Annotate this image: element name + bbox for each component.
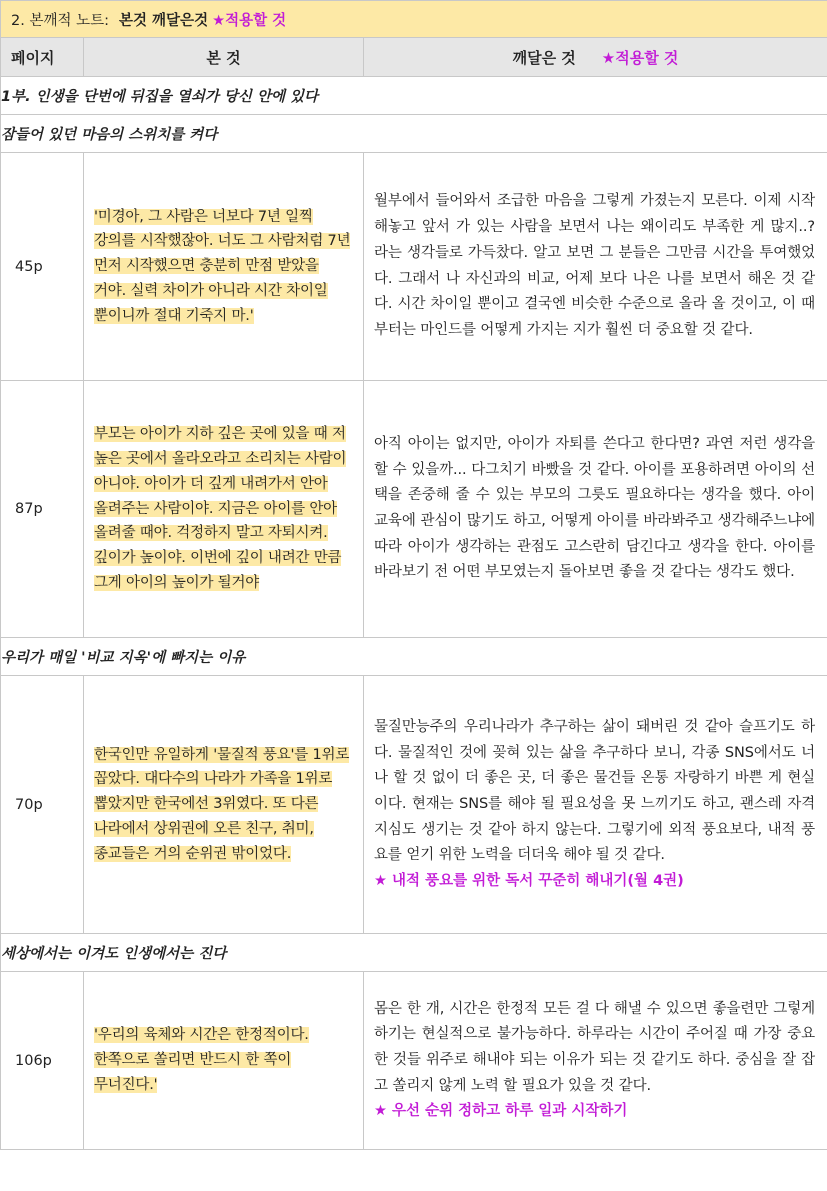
action-item: ★ 내적 풍요를 위한 독서 꾸준히 해내기(월 4권) (374, 873, 684, 890)
reflection-text: 몸은 한 개, 시간은 한정적 모든 걸 다 해낼 수 있으면 좋을련만 그렇게 하기는 현실적으로 불가능하다. 하루라는 시간이 주어질 때 가장 중요한 것들 위주로 해내야 되는 이유가 되는 것 같기도 하다. 중심을 잘 잡고 쏠리지 않게 노력 할 필요가 있을 것 같다. (374, 1000, 816, 1094)
note-row (1, 972, 827, 1150)
quote-cell (84, 676, 364, 934)
header-page: 페이지 (1, 38, 84, 77)
quote-text: 부모는 아이가 지하 깊은 곳에 있을 때 저 높은 곳에서 올라오라고 소리치는 사람이 아니야. 아이가 더 깊게 내려가서 안아 올려주는 사람이야. 지금은 아이를 안아 올려줄 때야. 걱정하지 말고 자퇴시켜. 깊이가 높이야. 이번에 깊이 내려간 만큼 그게 아이의 높이가 될거야 (94, 426, 347, 591)
quote-text: '우리의 육체와 시간은 한정적이다. 한쪽으로 쏠리면 반드시 한 쪽이 무너진다.' (94, 1027, 309, 1093)
section-row (1, 638, 827, 676)
quote-text: '미경아, 그 사람은 너보다 7년 일찍 강의를 시작했잖아. 너도 그 사람처럼 7년 먼저 시작했으면 충분히 만점 받았을 거야. 실력 차이가 아니라 시간 차이일 뿐이니까 절대 기죽지 마.' (94, 208, 351, 324)
title-bold: 본것 깨달은것 (118, 12, 209, 29)
quote-cell (84, 153, 364, 381)
part-title: 1부. 인생을 단번에 뒤집을 열쇠가 당신 안에 있다 (1, 77, 827, 115)
header-realized (364, 38, 827, 77)
section-title: 잠들어 있던 마음의 스위치를 켜다 (1, 115, 827, 153)
note-row (1, 381, 827, 638)
page-number: 87p (1, 381, 84, 638)
reflection-cell (364, 972, 827, 1150)
action-item: ★ 우선 순위 정하고 하루 일과 시작하기 (374, 1103, 628, 1120)
section-row (1, 934, 827, 972)
header-row (1, 38, 827, 77)
quote-text: 한국인만 유일하게 '물질적 풍요'를 1위로 꼽았다. 대다수의 나라가 가족을 1위로 뽑았지만 한국에선 3위였다. 또 다른 나라에서 상위권에 오른 친구, 취미, 종교들은 거의 순위권 밖이었다. (94, 746, 350, 862)
reflection-text: 물질만능주의 우리나라가 추구하는 삶이 돼버린 것 같아 슬프기도 하다. 물질적인 것에 꽂혀 있는 삶을 추구하다 보니, 각종 SNS에서도 너나 할 것 없이 더 좋은 곳, 더 좋은 물건들 온통 자랑하기 바쁜 게 현실이다. 현재는 SNS를 해야 될 필요성을 못 느끼기도 하고, 괜스레 자격지심도 생기는 것 같아 하지 않는다. 그렇기에 외적 풍요보다, 내적 풍요를 얻기 위한 노력을 더더욱 해야 될 것 같다. (374, 718, 816, 864)
page-number: 70p (1, 676, 84, 934)
reflection-cell (364, 153, 827, 381)
section-title: 우리가 매일 '비교 지옥'에 빠지는 이유 (1, 638, 827, 676)
quote-cell (84, 381, 364, 638)
reflection-cell (364, 676, 827, 934)
title-prefix: 2. 본깨적 노트: (11, 12, 109, 29)
note-row (1, 676, 827, 934)
page-number: 106p (1, 972, 84, 1150)
title-row (1, 1, 827, 38)
header-realized-label: 깨달은 것 (512, 48, 576, 67)
reflection-text: 월부에서 들어와서 조급한 마음을 그렇게 가졌는지 모른다. 이제 시작해놓고 앞서 가 있는 사람을 보면서 나는 왜이리도 부족한 게 많지..? 라는 생각들로 가득찼다. 알고 보면 그 분들은 그만큼 시간을 투여했었다. 그래서 나 자신과의 비교, 어제 보다 나은 나를 보면서 해온 것 같다. 시간 차이일 뿐이고 결국엔 비슷한 수준으로 올라 올 것이고, 이 때부터는 마인드를 어떻게 가지는 지가 훨씬 더 중요할 것 같다. (374, 193, 816, 338)
part-row (1, 77, 827, 115)
reflection-cell (364, 381, 827, 638)
page-number: 45p (1, 153, 84, 381)
section-title: 세상에서는 이겨도 인생에서는 진다 (1, 934, 827, 972)
section-row (1, 115, 827, 153)
header-star: ★적용할 것 (601, 48, 679, 67)
header-seen: 본 것 (84, 38, 364, 77)
title-star: ★적용할 것 (212, 12, 287, 29)
reflection-text: 아직 아이는 없지만, 아이가 자퇴를 쓴다고 한다면? 과연 저런 생각을 할 수 있을까... 다그치기 바빴을 것 같다. 아이를 포용하려면 아이의 선택을 존중해 줄 수 있는 부모의 그릇도 필요하다는 생각을 했다. 아이 교육에 관심이 많기도 하고, 어떻게 아이를 바라봐주고 생각해주느냐에 따라 아이가 생각하는 관점도 고스란히 담긴다고 생각을 한다. 아이를 바라보기 전 어떤 부모였는지 돌아보면 좋을 것 같다는 생각도 했다. (374, 435, 816, 581)
note-row (1, 153, 827, 381)
quote-cell (84, 972, 364, 1150)
note-title (1, 1, 827, 38)
